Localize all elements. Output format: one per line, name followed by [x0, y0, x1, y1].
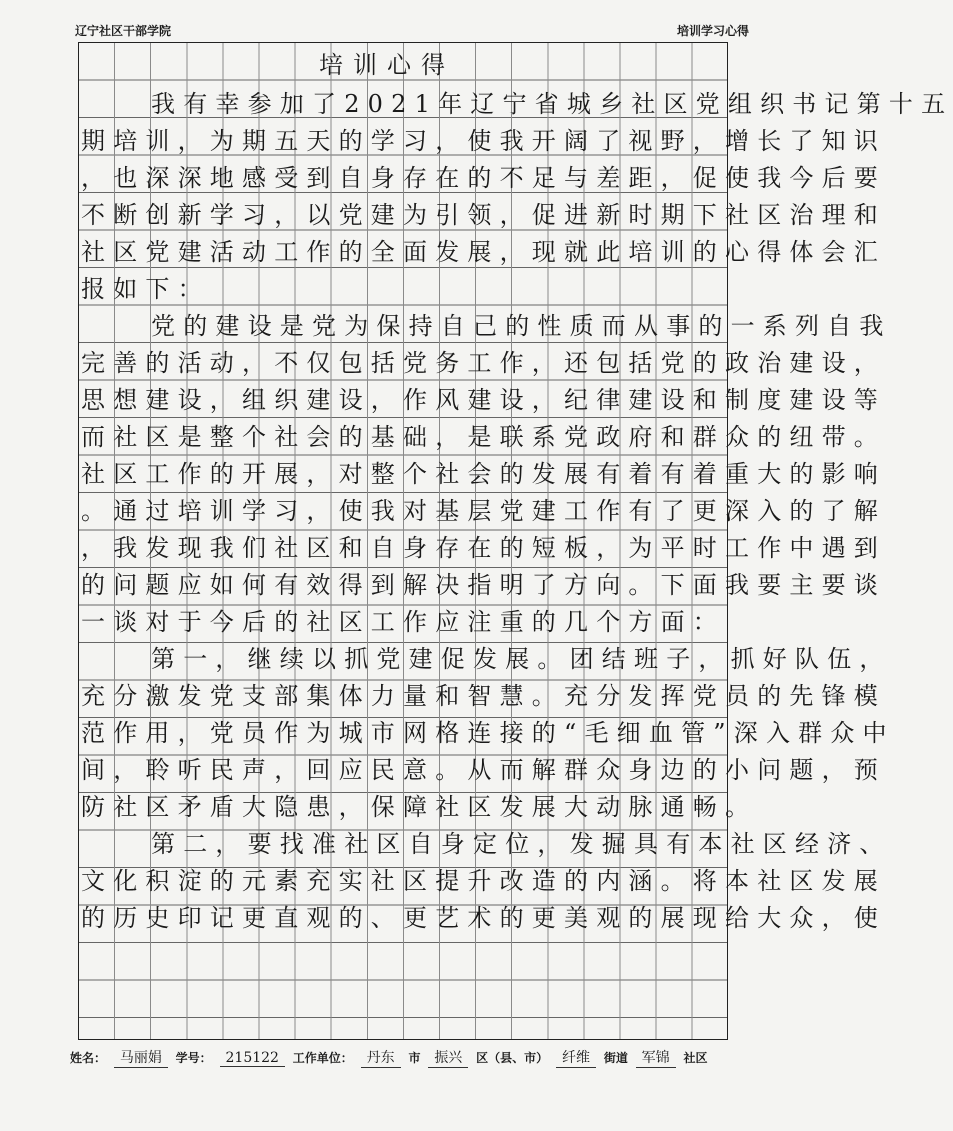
text-line: 社区工作的开展，对整个社会的发展有着有着重大的影响 — [81, 460, 886, 488]
id-label: 学号： — [175, 1051, 212, 1065]
text-line: 期培训，为期五天的学习，使我开阔了视野，增长了知识 — [81, 127, 886, 155]
text-line: 。通过培训学习，使我对基层党建工作有了更深入的了解 — [81, 497, 886, 525]
name-value: 马丽娟 — [114, 1047, 168, 1068]
essay-title: 培训心得 — [319, 51, 455, 79]
street-label: 街道 — [603, 1051, 628, 1065]
manuscript-grid — [78, 42, 953, 1040]
text-line: 而社区是整个社会的基础，是联系党政府和群众的纽带。 — [81, 423, 886, 451]
text-line: 间，聆听民声，回应民意。从而解群众身边的小问题，预 — [81, 756, 886, 784]
text-line: 防社区矛盾大隐患，保障社区发展大动脉通畅。 — [81, 793, 758, 821]
header-doc-type: 培训学习心得 — [676, 24, 749, 38]
text-line: 文化积淀的元素充实社区提升改造的内涵。将本社区发展 — [81, 867, 886, 895]
text-line: 一谈对于今后的社区工作应注重的几个方面： — [81, 608, 725, 636]
text-line: 的历史印记更直观的、更艺术的更美观的展现给大众，使 — [81, 904, 886, 932]
text-line: 完善的活动，不仅包括党务工作，还包括党的政治建设， — [81, 349, 886, 377]
text-line: 社区党建活动工作的全面发展，现就此培训的心得体会汇 — [81, 238, 886, 266]
street-value: 纤维 — [556, 1047, 596, 1068]
id-value: 215122 — [220, 1050, 285, 1067]
text-line: 第二，要找准社区自身定位，发掘具有本社区经济、 — [151, 830, 892, 858]
text-line: 我有幸参加了2021年辽宁省城乡社区党组织书记第十五 — [151, 90, 953, 118]
community-value: 军锦 — [636, 1047, 676, 1068]
text-line: 范作用，党员作为城市网格连接的“毛细血管”深入群众中 — [81, 719, 895, 747]
city-label: 市 — [408, 1051, 421, 1065]
text-line: ，也深深地感受到自身存在的不足与差距，促使我今后要 — [81, 164, 886, 192]
text-line: ，我发现我们社区和自身存在的短板，为平时工作中遇到 — [81, 534, 886, 562]
text-line: 思想建设，组织建设，作风建设，纪律建设和制度建设等 — [81, 386, 886, 414]
text-line: 的问题应如何有效得到解决指明了方向。下面我要主要谈 — [81, 571, 886, 599]
city-value: 丹东 — [361, 1047, 401, 1068]
district-value: 振兴 — [428, 1047, 468, 1068]
name-label: 姓名： — [70, 1051, 107, 1065]
student-info-footer — [70, 1047, 712, 1068]
text-line: 报如下： — [81, 275, 210, 303]
community-label: 社区 — [683, 1051, 708, 1065]
text-line: 第一，继续以抓党建促发展。团结班子，抓好队伍， — [151, 645, 892, 673]
text-line: 充分激发党支部集体力量和智慧。充分发挥党员的先锋模 — [81, 682, 886, 710]
district-label: 区（县、市） — [476, 1051, 549, 1065]
text-line: 党的建设是党为保持自己的性质而从事的一系列自我 — [151, 312, 892, 340]
text-line: 不断创新学习，以党建为引领，促进新时期下社区治理和 — [81, 201, 886, 229]
header-college-name: 辽宁社区干部学院 — [75, 24, 172, 38]
work-unit-label: 工作单位： — [292, 1051, 353, 1065]
